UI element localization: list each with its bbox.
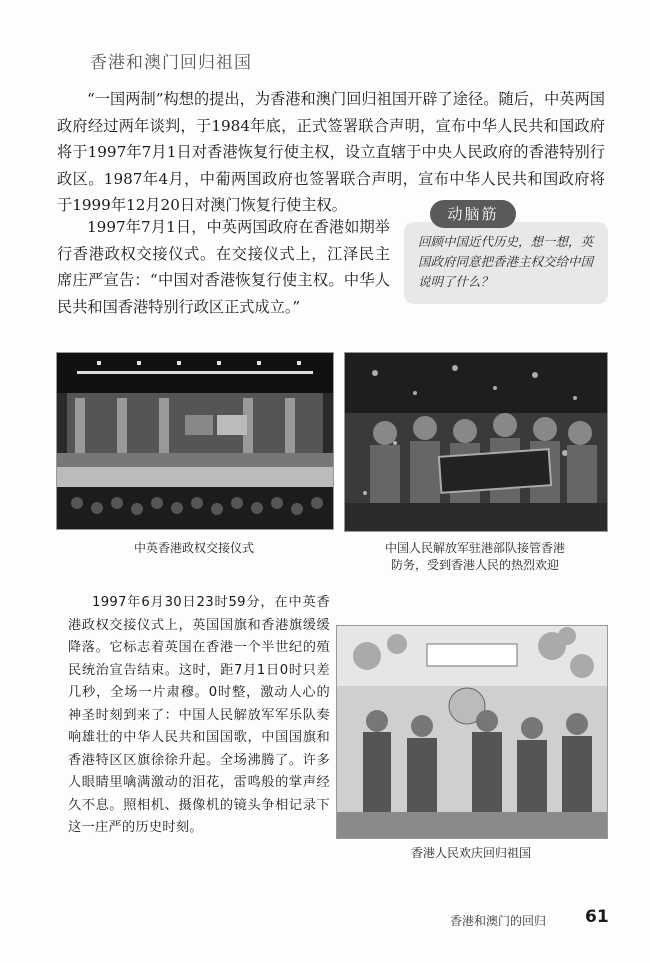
intro-paragraph: “一国两制”构想的提出，为香港和澳门回归祖国开辟了途径。随后，中英两国政府经过两年谈判，于1984年底，正式签署联合声明，宣布中华人民共和国政府将于1997年7月1日对香港恢复行使主权，设立直辖于中央人民政府的香港特别行政区。1987年4月，中葡两国政府也签署联合声明，宣布中华人民共和国政府将于1999年12月20日对澳门恢复行使主权。 bbox=[57, 90, 605, 214]
ceremony-caption: 中英香港政权交接仪式 bbox=[133, 541, 254, 555]
section-title: 香港和澳门回归祖国 bbox=[90, 53, 252, 73]
handover-paragraph: 1997年7月1日，中英两国政府在香港如期举行香港政权交接仪式。在交接仪式上，江泽民主席庄严宣告：“中国对香港恢复行使主权。中华人民共和国香港特别行政区正式成立。” bbox=[57, 218, 390, 316]
celebration-caption: 香港人民欢庆回归祖国 bbox=[410, 846, 531, 860]
think-tag: 动脑筋 bbox=[430, 200, 516, 228]
think-question: 回顾中国近代历史，想一想，英国政府同意把香港主权交给中国说明了什么？ bbox=[418, 234, 594, 289]
ceremony-photo bbox=[56, 352, 334, 530]
pla-caption-line2: 防务，受到香港人民的热烈欢迎 bbox=[390, 558, 559, 572]
pla-caption bbox=[344, 540, 606, 574]
pla-caption-line1: 中国人民解放军驻港部队接管香港 bbox=[384, 541, 565, 555]
footer-chapter: 香港和澳门的回归 bbox=[450, 914, 547, 928]
pla-photo bbox=[344, 352, 608, 532]
celebration-photo bbox=[336, 625, 608, 839]
page-number: 61 bbox=[585, 907, 609, 927]
handover-story: 1997年6月30日23时59分，在中英香港政权交接仪式上，英国国旗和香港旗缓缓降落。它标志着英国在香港一个半世纪的殖民统治宣告结束。这时，距7月1日0时只差几秒，全场一片肃穆。0时整，激动人心的神圣时刻到来了：中国人民解放军军乐队奏响雄壮的中华人民共和国国歌，中国国旗和香港特区区旗徐徐升起。全场沸腾了。许多人眼睛里噙满激动的泪花，雷鸣般的掌声经久不息。照相机、摄像机的镜头争相记录下这一庄严的历史时刻。 bbox=[68, 595, 330, 835]
